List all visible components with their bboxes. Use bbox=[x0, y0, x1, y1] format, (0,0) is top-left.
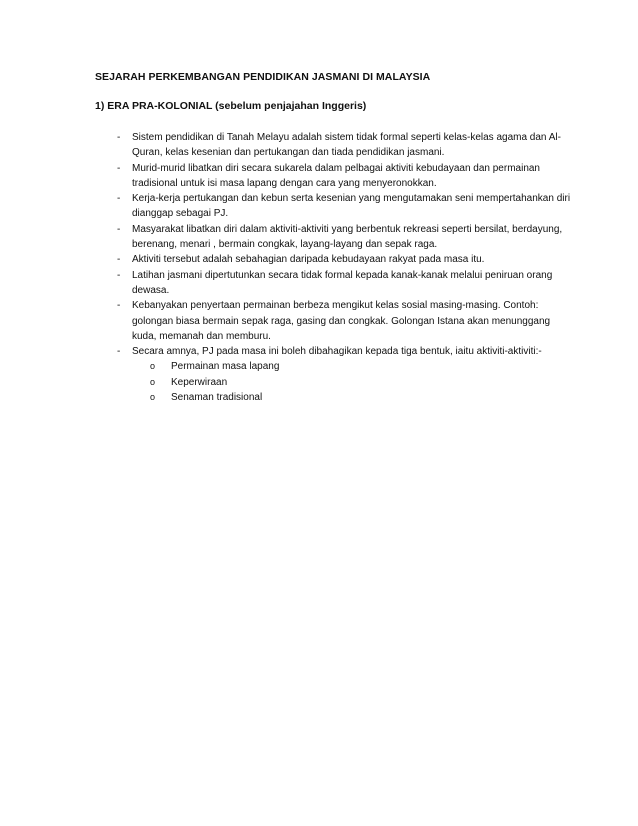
list-item: - Latihan jasmani dipertutunkan secara tidak formal kepada kanak-kanak melalui peniruan orang dewasa. bbox=[95, 268, 575, 299]
document-title: SEJARAH PERKEMBANGAN PENDIDIKAN JASMANI DI MALAYSIA bbox=[95, 71, 431, 83]
list-item: - Sistem pendidikan di Tanah Melayu adalah sistem tidak formal seperti kelas-kelas agama dan Al-Quran, kelas kesenian dan pertukangan dan tiada pendidikan jasmani. bbox=[95, 130, 575, 161]
list-item: - Kebanyakan penyertaan permainan berbeza mengikut kelas sosial masing-masing. Contoh: golongan biasa bermain sepak raga, gasing dan congkak. Golongan Istana akan menunggang kuda, memanah dan memburu. bbox=[95, 298, 575, 344]
sub-list-item: o Senaman tradisional bbox=[132, 390, 575, 405]
sub-bullet-list bbox=[132, 359, 575, 405]
list-item-text: Secara amnya, PJ pada masa ini boleh dibahagikan kepada tiga bentuk, iaitu aktiviti-aktiviti:- bbox=[132, 346, 542, 358]
list-item: - Kerja-kerja pertukangan dan kebun serta kesenian yang mengutamakan seni mempertahankan diri dianggap sebagai PJ. bbox=[95, 191, 575, 222]
list-item: - Aktiviti tersebut adalah sebahagian daripada kebudayaan rakyat pada masa itu. bbox=[95, 252, 575, 267]
section-heading: 1) ERA PRA-KOLONIAL (sebelum penjajahan Inggeris) bbox=[95, 100, 367, 112]
bullet-list bbox=[95, 130, 575, 405]
list-item: - Murid-murid libatkan diri secara sukarela dalam pelbagai aktiviti kebudayaan dan permainan tradisional untuk isi masa lapang dengan cara yang menyeronokkan. bbox=[95, 161, 575, 192]
list-item bbox=[95, 344, 575, 405]
sub-list-item: o Permainan masa lapang bbox=[132, 359, 575, 374]
list-item: - Masyarakat libatkan diri dalam aktiviti-aktiviti yang berbentuk rekreasi seperti bersilat, berdayung, berenang, menari , bermain congkak, layang-layang dan sepak raga. bbox=[95, 222, 575, 253]
sub-list-item: o Keperwiraan bbox=[132, 375, 575, 390]
